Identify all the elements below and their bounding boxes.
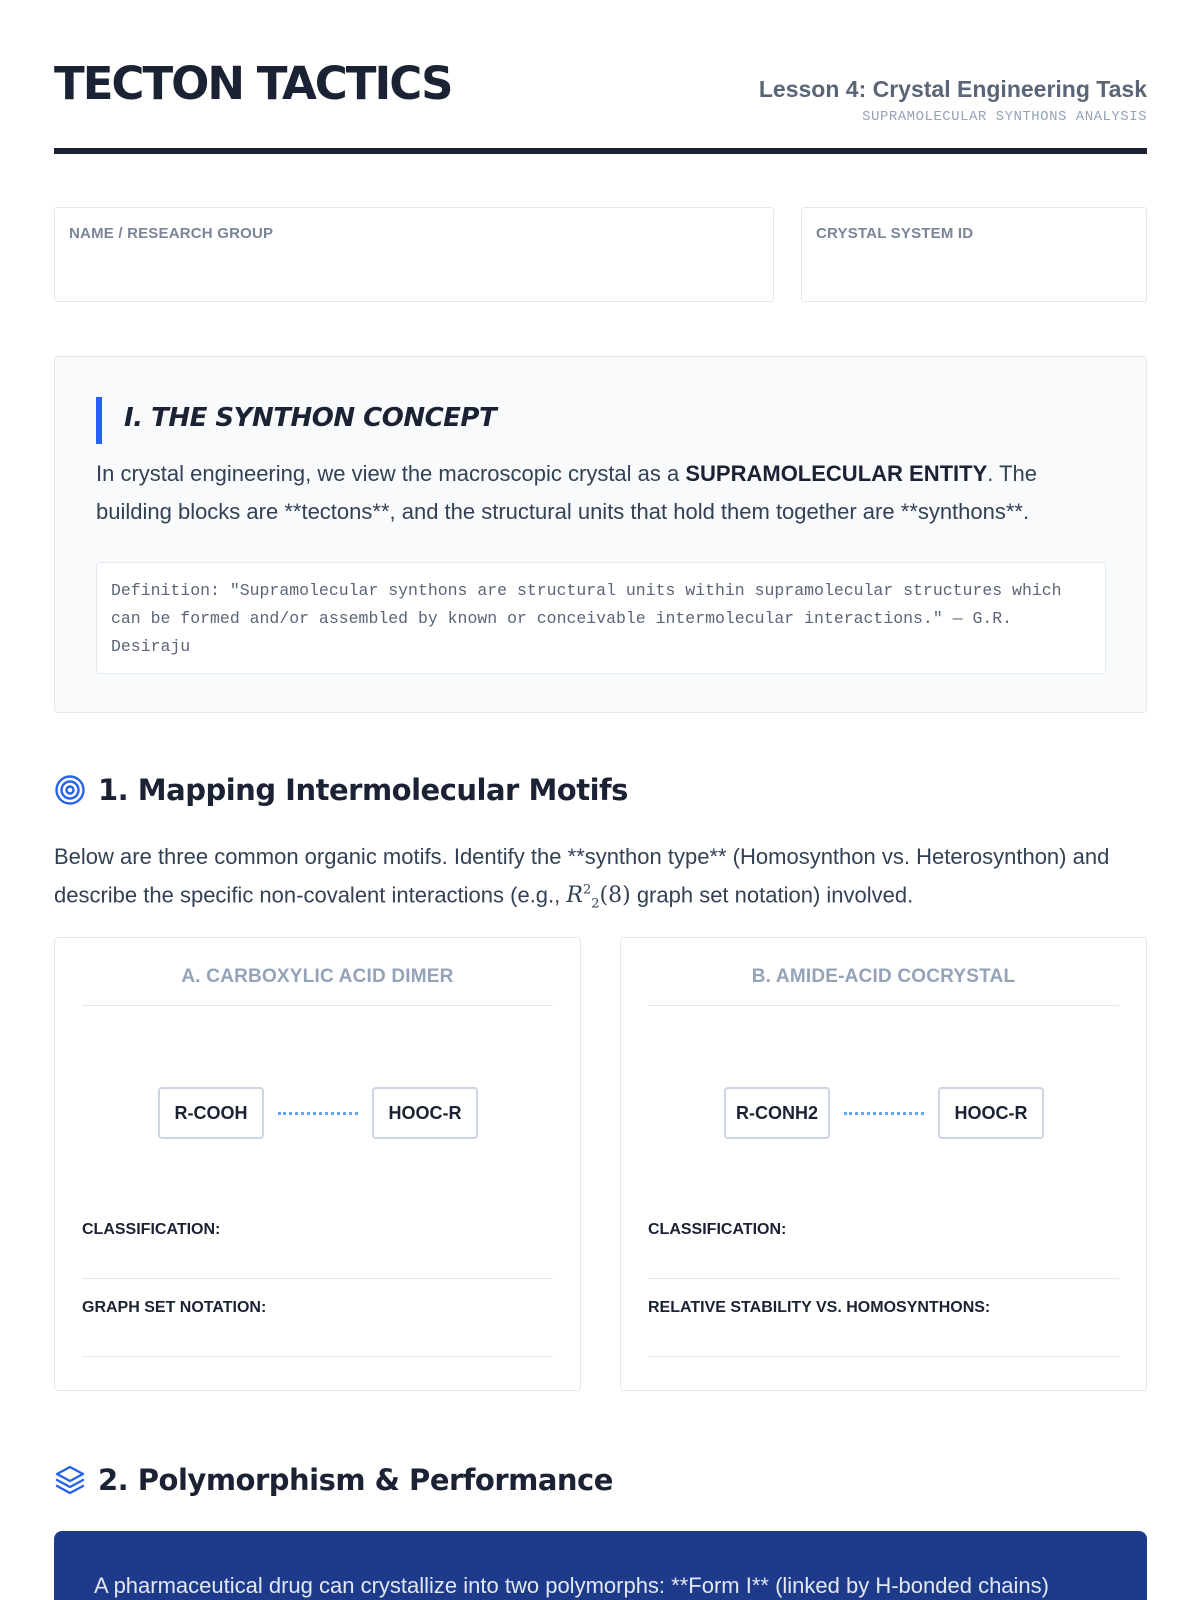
concept-text-end: . The building blocks are **tectons**, and the structural units that hold them together are **synthons**. [96,461,1037,524]
brand-title: TECTON TACTICS [54,57,452,110]
section-1-title: 1. Mapping Intermolecular Motifs [98,773,628,807]
motif-card-title: B. AMIDE-ACID COCRYSTAL [648,966,1119,1006]
polymorph-prompt-banner [54,1531,1147,1600]
definition-quote: Definition: "Supramolecular synthons are structural units within supramolecular structures which can be formed and/or assembled by known or conceivable intermolecular interactions." — G.R. Desiraju [96,562,1106,674]
section-1-heading [54,770,628,810]
molecule-chip-left: R-COOH [158,1087,264,1139]
section-1-intro [54,840,1147,922]
worksheet-page [54,0,1147,1600]
synthon-concept-box [54,356,1147,713]
classification-answer-line[interactable]: CLASSIFICATION: [82,1221,553,1279]
intro-text-end: graph set notation) involved. [630,882,914,908]
math-subscript: 2 [591,896,600,912]
lesson-subtitle: SUPRAMOLECULAR SYNTHONS ANALYSIS [862,109,1147,125]
math-superscript: 2 [582,883,592,898]
hydrogen-bond-dots [278,1112,358,1115]
concept-title: I. THE SYNTHON CONCEPT [124,403,497,433]
polymorph-prompt-text: A pharmaceutical drug can crystallize into two polymorphs: **Form I** (linked by H-bonded chains) [94,1573,1049,1598]
target-icon [54,774,86,806]
graph-set-answer-line[interactable]: GRAPH SET NOTATION: [82,1299,553,1357]
graph-set-notation [566,883,631,912]
crystal-id-field[interactable] [801,207,1147,302]
motif-card-title: A. CARBOXYLIC ACID DIMER [82,966,553,1006]
layers-icon [54,1464,86,1496]
lesson-title: Lesson 4: Crystal Engineering Task [758,76,1147,102]
math-base: R [566,883,583,909]
crystal-id-field-label: CRYSTAL SYSTEM ID [816,225,974,242]
section-2-heading [54,1460,613,1500]
classification-answer-line[interactable]: CLASSIFICATION: [648,1221,1119,1279]
page-header [54,56,1147,154]
hydrogen-bond-dots [844,1112,924,1115]
molecule-chip-left: R-CONH2 [724,1087,830,1139]
concept-text-emphasis: SUPRAMOLECULAR ENTITY [685,461,988,486]
concept-text-start: In crystal engineering, we view the macroscopic crystal as a [96,461,686,486]
motif-card-a [54,937,581,1391]
molecule-chip-right: HOOC-R [372,1087,478,1139]
molecule-chip-right: HOOC-R [938,1087,1044,1139]
math-argument: (8) [599,883,631,909]
concept-accent-bar [96,397,102,444]
motif-card-b [620,937,1147,1391]
name-field[interactable] [54,207,774,302]
name-field-label: NAME / RESEARCH GROUP [69,225,274,242]
concept-text [96,455,1116,531]
stability-answer-line[interactable]: RELATIVE STABILITY VS. HOMOSYNTHONS: [648,1299,1119,1357]
section-2-title: 2. Polymorphism & Performance [98,1463,613,1497]
intro-text-start: Below are three common organic motifs. Identify the **synthon type** (Homosynthon vs. Heterosynthon) and describe the specific non-covalent interactions (e.g., [54,844,1110,908]
